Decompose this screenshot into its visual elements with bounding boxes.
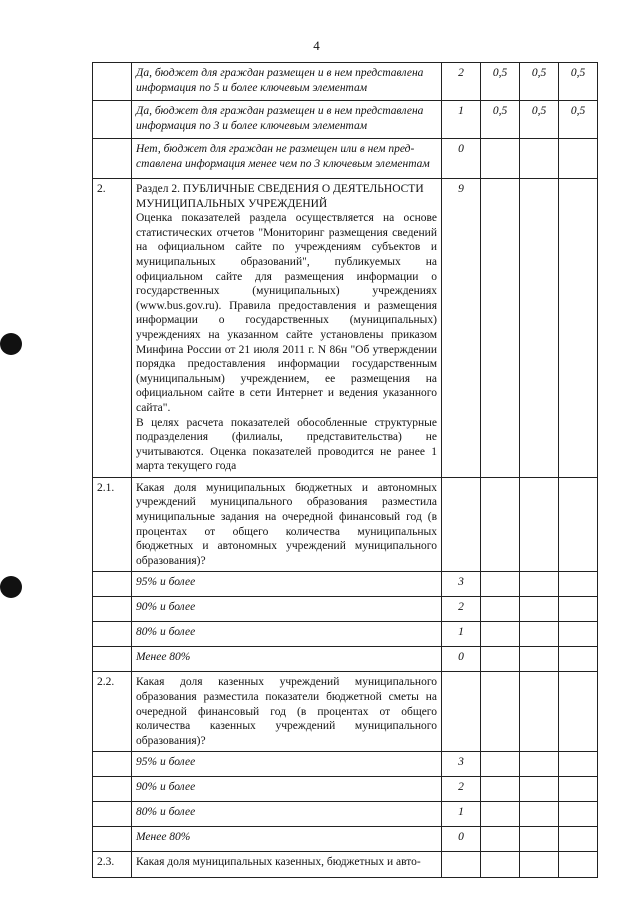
- row-number: 2.2.: [93, 672, 132, 752]
- answer-option-text: 90% и более: [136, 781, 196, 794]
- row-number: [93, 752, 132, 777]
- score-cell: 0: [442, 827, 481, 852]
- weight-cell-1: [481, 802, 520, 827]
- weight-cell-3: [559, 802, 598, 827]
- weight-cell-1: [481, 179, 520, 478]
- row-number: 2.: [93, 179, 132, 478]
- row-number: 2.3.: [93, 852, 132, 878]
- row-number: [93, 622, 132, 647]
- weight-cell-3: [559, 139, 598, 179]
- table-row: [93, 477, 598, 572]
- answer-option-text: 80% и более: [136, 806, 196, 819]
- weight-cell-1: [481, 597, 520, 622]
- score-cell: 1: [442, 622, 481, 647]
- score-cell: 0: [442, 647, 481, 672]
- weight-cell-2: [520, 597, 559, 622]
- table-row: [93, 572, 598, 597]
- row-number: [93, 101, 132, 139]
- weight-cell-1: [481, 477, 520, 572]
- weight-cell-1: [481, 647, 520, 672]
- row-number: [93, 777, 132, 802]
- table-row: [93, 827, 598, 852]
- section-description: Оценка показателей раздела осуществляется на основе статистических отчетов "Мониторинг размещения сведений на официальном сайте по учреждениям субъектов и муниципальных образований", публикуемых на официальном сайте для размещения информации о государственных (муниципальных) учреждениях (www.bus.gov.ru). Правила предоставления и размещения информации о государственных (муниципальных) учреждениях на указанном сайте установлены приказом Минфина России от 21 июля 2011 г. N 86н "Об утверждении порядка предоставления информации государственным (муниципальным) учреждением, ее размещения на официальном сайте в сети Интернет и ведения указанного сайта". В целях расчета показателей обособленные структурные подразделения (филиалы, представительства) не учитываются. Оценка показателей проводится не ранее 1 марта текущего года: [136, 212, 437, 473]
- table-row: [93, 139, 598, 179]
- row-number: [93, 802, 132, 827]
- weight-cell-2: [520, 852, 559, 878]
- weight-cell-2: [520, 827, 559, 852]
- row-description: [132, 852, 442, 878]
- answer-option-text: 80% и более: [136, 626, 196, 639]
- weight-cell-2: [520, 672, 559, 752]
- row-description: [132, 622, 442, 647]
- table-row: [93, 597, 598, 622]
- punch-hole-top: [0, 333, 22, 355]
- weight-cell-2: [520, 622, 559, 647]
- row-number: [93, 827, 132, 852]
- weight-cell-1: [481, 752, 520, 777]
- weight-cell-2: [520, 477, 559, 572]
- row-description: [132, 777, 442, 802]
- weight-cell-3: [559, 647, 598, 672]
- row-description: [132, 101, 442, 139]
- table-row: [93, 752, 598, 777]
- score-cell: 3: [442, 572, 481, 597]
- weight-cell-2: [520, 802, 559, 827]
- punch-hole-bottom: [0, 576, 22, 598]
- answer-option-text: Менее 80%: [136, 651, 191, 664]
- weight-cell-2: [520, 139, 559, 179]
- score-cell: 3: [442, 752, 481, 777]
- table-row: [93, 622, 598, 647]
- row-number: [93, 647, 132, 672]
- weight-cell-2: 0,5: [520, 101, 559, 139]
- row-description: [132, 752, 442, 777]
- score-cell: [442, 852, 481, 878]
- weight-cell-3: [559, 852, 598, 878]
- row-description: [132, 672, 442, 752]
- weight-cell-3: [559, 672, 598, 752]
- score-cell: 2: [442, 777, 481, 802]
- weight-cell-3: [559, 622, 598, 647]
- weight-cell-2: [520, 647, 559, 672]
- row-description: [132, 597, 442, 622]
- row-description: [132, 179, 442, 478]
- row-number: [93, 572, 132, 597]
- weight-cell-3: [559, 827, 598, 852]
- table-row: [93, 179, 598, 478]
- table-row: [93, 101, 598, 139]
- table-row: [93, 852, 598, 878]
- answer-option-text: 95% и более: [136, 756, 196, 769]
- row-number: [93, 139, 132, 179]
- weight-cell-1: [481, 852, 520, 878]
- score-cell: 0: [442, 139, 481, 179]
- row-description: [132, 802, 442, 827]
- answer-option-text: Менее 80%: [136, 831, 191, 844]
- weight-cell-3: [559, 572, 598, 597]
- weight-cell-1: [481, 827, 520, 852]
- answer-option-text: Да, бюджет для граждан размещен и в нем представлена информация по 5 и более ключевым элементам: [136, 67, 424, 94]
- row-number: 2.1.: [93, 477, 132, 572]
- row-description: [132, 63, 442, 101]
- weight-cell-3: [559, 777, 598, 802]
- weight-cell-3: [559, 477, 598, 572]
- row-description: [132, 827, 442, 852]
- table-row: [93, 802, 598, 827]
- weight-cell-3: 0,5: [559, 101, 598, 139]
- score-cell: 9: [442, 179, 481, 478]
- weight-cell-1: [481, 672, 520, 752]
- answer-option-text: 90% и более: [136, 601, 196, 614]
- table-row: [93, 63, 598, 101]
- weight-cell-1: [481, 139, 520, 179]
- weight-cell-3: [559, 752, 598, 777]
- table-row: [93, 777, 598, 802]
- weight-cell-1: [481, 777, 520, 802]
- answer-option-text: Нет, бюджет для граждан не размещен или в нем пред-ставлена информация менее чем по 3 ключевым элементам: [136, 143, 430, 170]
- score-cell: [442, 477, 481, 572]
- row-number: [93, 597, 132, 622]
- criteria-table: [92, 62, 598, 878]
- page-number: 4: [313, 38, 320, 53]
- weight-cell-3: [559, 597, 598, 622]
- table-row: [93, 672, 598, 752]
- question-text: Какая доля муниципальных бюджетных и автономных учреждений муниципального образования разместила муниципальные задания на очередной финансовый год (в процентах от общего количества муниципальных бюджетных и автономных учреждений муниципального образования)?: [136, 481, 437, 567]
- weight-cell-2: [520, 777, 559, 802]
- score-cell: 2: [442, 63, 481, 101]
- score-cell: [442, 672, 481, 752]
- weight-cell-3: 0,5: [559, 63, 598, 101]
- answer-option-text: Да, бюджет для граждан размещен и в нем представлена информация по 3 и более ключевым элементам: [136, 105, 424, 132]
- weight-cell-1: [481, 622, 520, 647]
- weight-cell-1: [481, 572, 520, 597]
- weight-cell-1: 0,5: [481, 63, 520, 101]
- weight-cell-3: [559, 179, 598, 478]
- score-cell: 2: [442, 597, 481, 622]
- table-row: [93, 647, 598, 672]
- score-cell: 1: [442, 802, 481, 827]
- row-number: [93, 63, 132, 101]
- weight-cell-2: [520, 572, 559, 597]
- row-description: [132, 572, 442, 597]
- row-description: [132, 477, 442, 572]
- weight-cell-2: 0,5: [520, 63, 559, 101]
- answer-option-text: 95% и более: [136, 576, 196, 589]
- row-description: [132, 139, 442, 179]
- weight-cell-2: [520, 752, 559, 777]
- row-description: [132, 647, 442, 672]
- section-title: Раздел 2. ПУБЛИЧНЫЕ СВЕДЕНИЯ О ДЕЯТЕЛЬНОСТИ МУНИЦИПАЛЬНЫХ УЧРЕЖДЕНИЙ: [136, 183, 424, 210]
- question-text: Какая доля муниципальных казенных, бюджетных и авто-: [136, 856, 421, 869]
- weight-cell-2: [520, 179, 559, 478]
- weight-cell-1: 0,5: [481, 101, 520, 139]
- score-cell: 1: [442, 101, 481, 139]
- question-text: Какая доля казенных учреждений муниципального образования разместила показатели бюджетной сметы на очередной финансовый год (в процентах от общего количества казенных учреждений муниципального образования)?: [136, 676, 437, 747]
